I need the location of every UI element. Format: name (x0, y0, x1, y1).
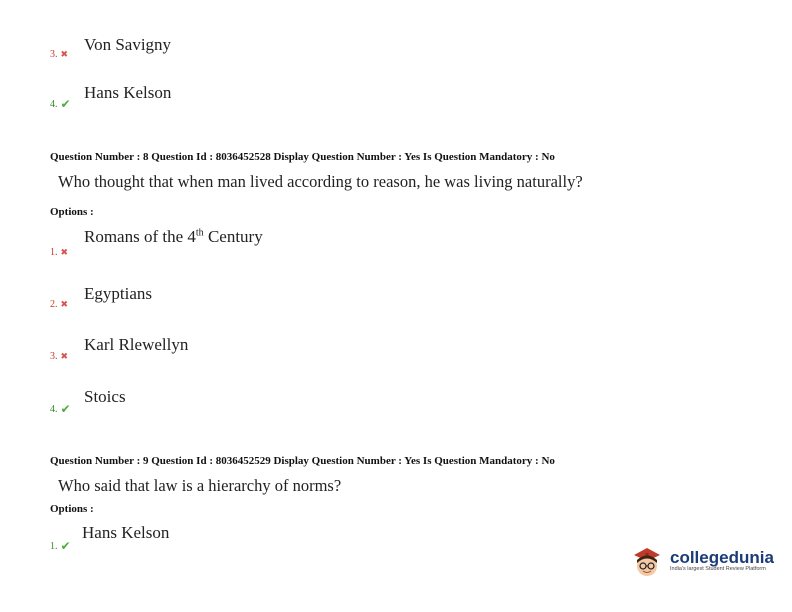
option-text: Karl Rlewellyn (84, 335, 189, 354)
options-label: Options : (50, 503, 94, 515)
option-number: 2. (50, 299, 58, 310)
option-marker (50, 351, 68, 362)
option-marker (50, 402, 71, 416)
option-text: Hans Kelson (84, 83, 172, 102)
question-meta: Question Number : 9 Question Id : 8036452529 Display Question Number : Yes Is Question Mandatory : No (50, 455, 555, 467)
option-marker (50, 97, 71, 111)
option-text: Von Savigny (84, 35, 172, 54)
option-number: 4. (50, 403, 58, 415)
cross-icon: ✖ (60, 299, 69, 310)
check-icon: ✔ (60, 402, 71, 416)
option-text-part: Romans of the 4 (84, 227, 196, 246)
cross-icon: ✖ (60, 247, 69, 258)
option-text (84, 227, 263, 247)
option-text: Stoics (84, 387, 126, 406)
option-text: Egyptians (84, 284, 152, 303)
option-marker (50, 49, 68, 60)
option-number: 4. (50, 98, 58, 110)
mascot-icon (630, 542, 664, 580)
option-number: 1. (50, 247, 58, 258)
check-icon: ✔ (60, 539, 71, 553)
option-number: 3. (50, 351, 58, 362)
logo-tagline: India's largest Student Review Platform (670, 566, 766, 573)
option-superscript: th (195, 227, 204, 239)
options-label: Options : (50, 206, 94, 218)
collegedunia-logo (630, 542, 774, 580)
option-marker (50, 247, 68, 258)
option-text: Hans Kelson (82, 523, 170, 542)
option-number: 3. (50, 49, 58, 60)
question-meta: Question Number : 8 Question Id : 8036452528 Display Question Number : Yes Is Question Mandatory : No (50, 151, 555, 163)
logo-brand: collegedunia (670, 548, 774, 568)
cross-icon: ✖ (60, 49, 69, 60)
option-marker (50, 299, 68, 310)
option-text-part: Century (203, 227, 263, 246)
check-icon: ✔ (60, 97, 71, 111)
cross-icon: ✖ (60, 351, 69, 362)
question-text: Who thought that when man lived according to reason, he was living naturally? (58, 172, 583, 191)
option-marker (50, 539, 71, 553)
question-text: Who said that law is a hierarchy of norms? (58, 476, 342, 495)
option-number: 1. (50, 540, 58, 552)
